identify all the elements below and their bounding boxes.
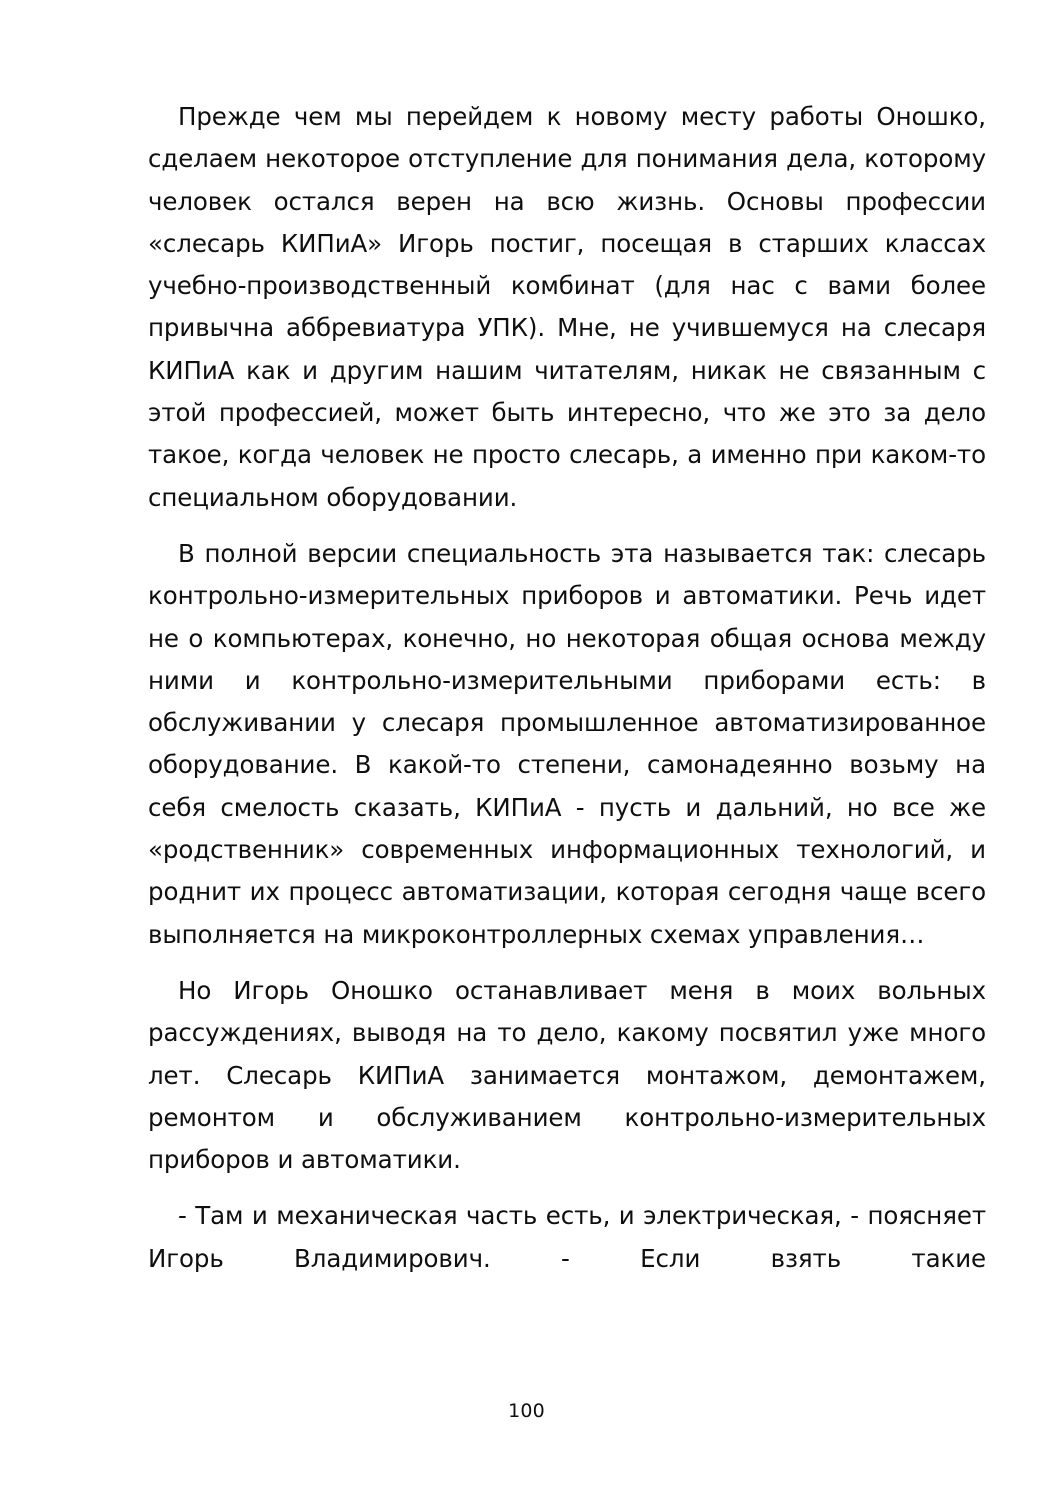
body-paragraph-1: Прежде чем мы перейдем к новому месту работы Оношко, сделаем некоторое отступление для понимания дела, которому человек остался верен на всю жизнь. Основы профессии «слесарь КИПиА» Игорь постиг, посещая в старших классах учебно-производственный комбинат (для нас с вами более привычна аббревиатура УПК). Мне, не учившемуся на слесаря КИПиА как и другим нашим читателям, никак не связанным с этой профессией, может быть интересно, что же это за дело такое, когда человек не просто слесарь, а именно при каком-то специальном оборудовании. — [148, 102, 986, 512]
page-number: 100 — [508, 1400, 545, 1422]
body-paragraph-3: Но Игорь Оношко останавливает меня в моих вольных рассуждениях, выводя на то дело, какому посвятил уже много лет. Слесарь КИПиА занимается монтажом, демонтажем, ремонтом и обслуживанием контрольно-измерительных приборов и автоматики. — [148, 975, 986, 1175]
body-paragraph-2: В полной версии специальность эта называется так: слесарь контрольно-измерительных приборов и автоматики. Речь идет не о компьютерах, конечно, но некоторая общая основа между ними и контрольно-измерительными приборами есть: в обслуживании у слесаря промышленное автоматизированное оборудование. В какой-то степени, самонадеянно возьму на себя смелость сказать, КИПиА - пусть и дальний, но все же «родственник» современных информационных технологий, и роднит их процесс автоматизации, которая сегодня чаще всего выполняется на микроконтроллерных схемах управления… — [148, 538, 986, 949]
text-column — [148, 96, 986, 1280]
body-paragraph-4: - Там и механическая часть есть, и электрическая, - поясняет Игорь Владимирович. - Если взять такие — [148, 1201, 986, 1273]
